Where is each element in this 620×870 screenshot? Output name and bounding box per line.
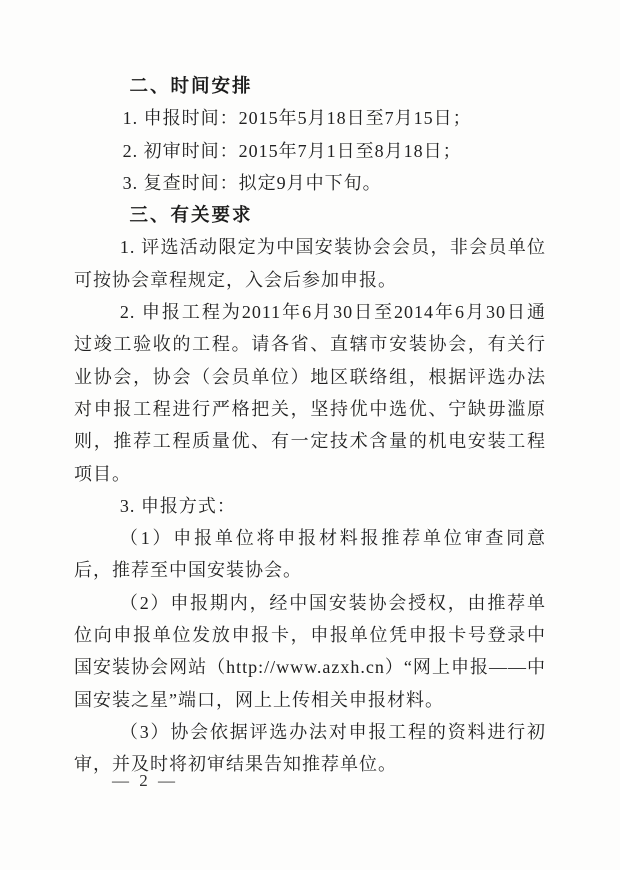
time-item-preliminary-review: 2. 初审时间：2015年7月1日至8月18日； <box>122 140 462 161</box>
section-heading-time-schedule: 二、时间安排 <box>129 75 253 96</box>
time-item-recheck: 3. 复查时间：拟定9月中下旬。 <box>122 172 382 193</box>
application-step-3: （3）协会依据评选办法对申报工程的资料进行初审，并及时将初审结果告知推荐单位。 <box>74 721 546 775</box>
requirements-paragraph-membership: 1. 评选活动限定为中国安装协会会员，非会员单位可按协会章程规定，入会后参加申报。 <box>74 237 546 290</box>
requirements-paragraph-eligible-projects: 2. 申报工程为2011年6月30日至2014年6月30日通过竣工验收的工程。请各省、直辖市安装协会，有关行业协会，协会（会员单位）地区联络组，根据评选办法对申报工程进行严格把关，坚持优中选优、宁缺毋滥原则，推荐工程质量优、有一定技术含量的机电安装工程项目。 <box>74 302 546 484</box>
application-step-1: （1）申报单位将申报材料报推荐单位审查同意后，推荐至中国安装协会。 <box>74 528 546 581</box>
requirements-paragraph-application-method: 3. 申报方式： <box>119 495 236 516</box>
page-number: — 2 — <box>112 771 178 790</box>
section-heading-requirements: 三、有关要求 <box>129 204 253 226</box>
application-step-2: （2）申报期内，经中国安装协会授权，由推荐单位向申报单位发放申报卡，申报单位凭申报卡号登录中国安装协会网站（http://www.azxh.cn）“网上申报——中国安装之星”端口，网上上传相关申报材料。 <box>74 592 546 710</box>
document-body <box>74 70 546 781</box>
time-item-application: 1. 申报时间：2015年5月18日至7月15日； <box>122 108 472 129</box>
